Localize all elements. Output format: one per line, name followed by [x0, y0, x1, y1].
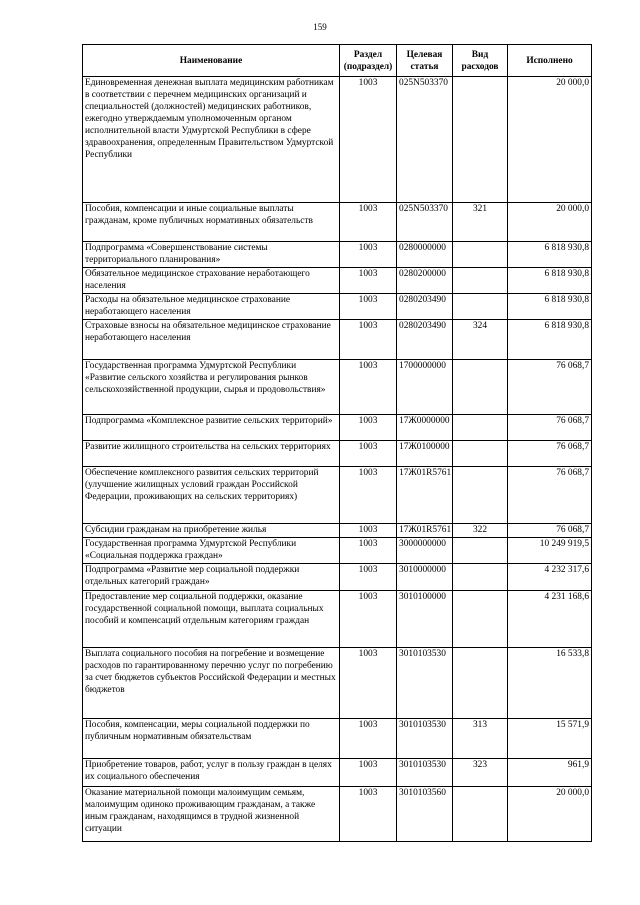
row-section: 1003 [340, 320, 397, 360]
row-target: 1700000000 [397, 360, 453, 415]
row-type [453, 538, 508, 564]
row-type: 313 [453, 719, 508, 759]
row-section: 1003 [340, 538, 397, 564]
table-row [83, 294, 592, 320]
table-row [83, 268, 592, 294]
row-target: 3010000000 [397, 564, 453, 591]
row-type [453, 564, 508, 591]
row-type [453, 648, 508, 719]
row-name: Выплата социального пособия на погребение и возмещение расходов по гарантированному перечню услуг по погребению за счет бюджетов субъектов Российской Федерации и местных бюджетов [83, 648, 340, 719]
table-row [83, 591, 592, 648]
row-type [453, 441, 508, 467]
table-row [83, 242, 592, 268]
row-name: Подпрограмма «Совершенствование системы территориального планирования» [83, 242, 340, 268]
table-row [83, 360, 592, 415]
row-name: Расходы на обязательное медицинское страхование неработающего населения [83, 294, 340, 320]
row-target: 3010103530 [397, 648, 453, 719]
table-row [83, 415, 592, 441]
row-amount: 76 068,7 [508, 415, 592, 441]
row-target: 3010100000 [397, 591, 453, 648]
row-section: 1003 [340, 719, 397, 759]
row-section: 1003 [340, 415, 397, 441]
row-type [453, 360, 508, 415]
row-target: 3010103530 [397, 759, 453, 787]
row-target: 17Ж0000000 [397, 415, 453, 441]
row-name: Оказание материальной помощи малоимущим семьям, малоимущим одиноко проживающим гражданам, а также иным гражданам, находящимся в трудной жизненной ситуации [83, 787, 340, 842]
table-row [83, 441, 592, 467]
row-section: 1003 [340, 203, 397, 242]
row-section: 1003 [340, 294, 397, 320]
row-type [453, 787, 508, 842]
row-section: 1003 [340, 759, 397, 787]
row-type: 321 [453, 203, 508, 242]
row-target: 3010103560 [397, 787, 453, 842]
row-amount: 6 818 930,8 [508, 294, 592, 320]
header-section: Раздел (подраздел) [340, 45, 397, 77]
table-row [83, 538, 592, 564]
table-row [83, 564, 592, 591]
row-section: 1003 [340, 591, 397, 648]
row-name: Обязательное медицинское страхование неработающего населения [83, 268, 340, 294]
table-row [83, 524, 592, 538]
row-name: Государственная программа Удмуртской Республики «Развитие сельского хозяйства и регулирования рынков сельскохозяйственной продукции, сырья и продовольствия» [83, 360, 340, 415]
row-section: 1003 [340, 77, 397, 203]
row-name: Предоставление мер социальной поддержки, оказание государственной социальной помощи, выплата социальных пособий и компенсаций отдельным категориям граждан [83, 591, 340, 648]
header-type: Вид расходов [453, 45, 508, 77]
row-section: 1003 [340, 441, 397, 467]
row-name: Единовременная денежная выплата медицинским работникам в соответствии с перечнем медицинских организаций и специальностей (должностей) медицинских работников, ежегодно утверждаемым уполномоченным органом исполнительной власти Удмуртской Республики в сфере здравоохранения, определенным Правительством Удмуртской Республики [83, 77, 340, 203]
row-type [453, 77, 508, 203]
row-target: 0280000000 [397, 242, 453, 268]
row-amount: 6 818 930,8 [508, 320, 592, 360]
row-type: 322 [453, 524, 508, 538]
row-amount: 6 818 930,8 [508, 242, 592, 268]
table-row [83, 77, 592, 203]
row-amount: 4 232 317,6 [508, 564, 592, 591]
row-target: 3000000000 [397, 538, 453, 564]
row-target: 17Ж0100000 [397, 441, 453, 467]
table-row [83, 648, 592, 719]
table-row [83, 787, 592, 842]
row-type [453, 268, 508, 294]
row-section: 1003 [340, 242, 397, 268]
row-name: Подпрограмма «Комплексное развитие сельских территорий» [83, 415, 340, 441]
table-row [83, 719, 592, 759]
row-type: 324 [453, 320, 508, 360]
table-row [83, 203, 592, 242]
row-section: 1003 [340, 360, 397, 415]
row-type: 323 [453, 759, 508, 787]
row-name: Страховые взносы на обязательное медицинское страхование неработающего населения [83, 320, 340, 360]
row-target: 025N503370 [397, 77, 453, 203]
row-type [453, 467, 508, 524]
row-amount: 76 068,7 [508, 467, 592, 524]
row-name: Пособия, компенсации, меры социальной поддержки по публичным нормативным обязательствам [83, 719, 340, 759]
row-target: 0280203490 [397, 320, 453, 360]
row-name: Субсидии гражданам на приобретение жилья [83, 524, 340, 538]
row-amount: 76 068,7 [508, 360, 592, 415]
row-name: Обеспечение комплексного развития сельских территорий (улучшение жилищных условий граждан Российской Федерации, проживающих на сельских территориях) [83, 467, 340, 524]
row-section: 1003 [340, 524, 397, 538]
row-name: Приобретение товаров, работ, услуг в пользу граждан в целях их социального обеспечения [83, 759, 340, 787]
row-amount: 961,9 [508, 759, 592, 787]
header-amount: Исполнено [508, 45, 592, 77]
row-name: Подпрограмма «Развитие мер социальной поддержки отдельных категорий граждан» [83, 564, 340, 591]
row-type [453, 294, 508, 320]
row-section: 1003 [340, 268, 397, 294]
row-type [453, 415, 508, 441]
row-target: 3010103530 [397, 719, 453, 759]
table-header-row [83, 45, 592, 77]
row-amount: 16 533,8 [508, 648, 592, 719]
row-section: 1003 [340, 648, 397, 719]
table-row [83, 320, 592, 360]
row-name: Развитие жилищного строительства на сельских территориях [83, 441, 340, 467]
row-amount: 20 000,0 [508, 203, 592, 242]
row-amount: 20 000,0 [508, 77, 592, 203]
row-amount: 6 818 930,8 [508, 268, 592, 294]
row-amount: 20 000,0 [508, 787, 592, 842]
row-amount: 76 068,7 [508, 441, 592, 467]
row-amount: 4 231 168,6 [508, 591, 592, 648]
header-name: Наименование [83, 45, 340, 77]
budget-table [82, 44, 592, 842]
row-name: Государственная программа Удмуртской Республики «Социальная поддержка граждан» [83, 538, 340, 564]
table-row [83, 759, 592, 787]
row-amount: 10 249 919,5 [508, 538, 592, 564]
page-number: 159 [313, 22, 327, 32]
row-amount: 76 068,7 [508, 524, 592, 538]
row-target: 0280203490 [397, 294, 453, 320]
table-row [83, 467, 592, 524]
row-target: 0280200000 [397, 268, 453, 294]
row-target: 17Ж01R5761 [397, 524, 453, 538]
row-amount: 15 571,9 [508, 719, 592, 759]
row-type [453, 591, 508, 648]
row-type [453, 242, 508, 268]
row-target: 025N503370 [397, 203, 453, 242]
row-target: 17Ж01R5761 [397, 467, 453, 524]
row-section: 1003 [340, 467, 397, 524]
header-target: Целевая статья [397, 45, 453, 77]
row-name: Пособия, компенсации и иные социальные выплаты гражданам, кроме публичных нормативных обязательств [83, 203, 340, 242]
row-section: 1003 [340, 787, 397, 842]
row-section: 1003 [340, 564, 397, 591]
